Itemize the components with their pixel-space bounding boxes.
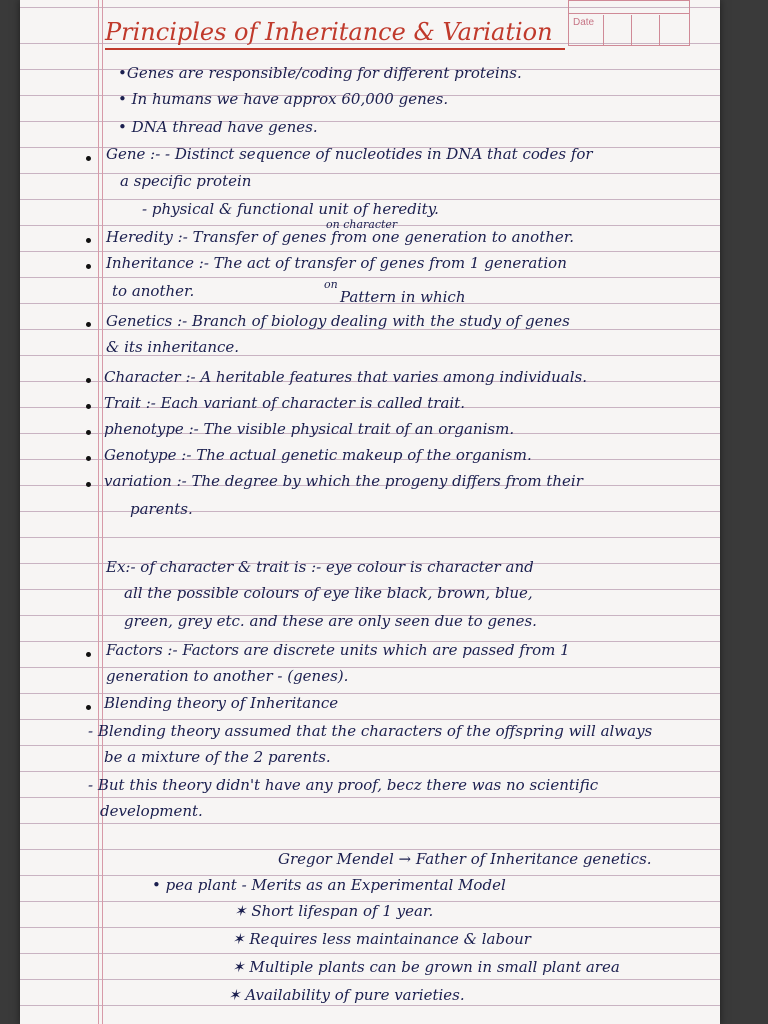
note-annotation: on	[324, 278, 338, 291]
note-line: ✶ Short lifespan of 1 year.	[234, 902, 434, 920]
date-box-divider	[569, 13, 689, 14]
note-line: ✶ Availability of pure varieties.	[228, 986, 465, 1004]
date-cell-divider	[631, 15, 632, 45]
bullet-dot	[86, 378, 91, 383]
note-line: ✶ Multiple plants can be grown in small plant area	[232, 958, 620, 976]
note-line: Factors :- Factors are discrete units which are passed from 1	[106, 641, 570, 659]
bullet-dot	[86, 238, 91, 243]
note-line: Genetics :- Branch of biology dealing with the study of genes	[106, 312, 570, 330]
note-line: be a mixture of the 2 parents.	[104, 748, 331, 766]
note-line: • pea plant - Merits as an Experimental Model	[152, 876, 506, 894]
date-cell-divider	[603, 15, 604, 45]
note-line: Gregor Mendel → Father of Inheritance genetics.	[278, 850, 652, 868]
note-line: Trait :- Each variant of character is called trait.	[104, 394, 466, 412]
note-line: - Blending theory assumed that the characters of the offspring will always	[88, 722, 653, 740]
note-line: & its inheritance.	[106, 338, 240, 356]
note-line: Genotype :- The actual genetic makeup of the organism.	[104, 446, 532, 464]
note-line: variation :- The degree by which the progeny differs from their	[104, 472, 583, 490]
margin-line	[98, 0, 99, 1024]
note-line: development.	[100, 802, 203, 820]
note-line: Character :- A heritable features that varies among individuals.	[104, 368, 588, 386]
note-annotation: on character	[326, 218, 398, 231]
note-line: phenotype :- The visible physical trait of an organism.	[104, 420, 515, 438]
margin-line	[102, 0, 103, 1024]
date-box	[568, 0, 690, 46]
note-line: ✶ Requires less maintainance & labour	[232, 930, 531, 948]
bullet-dot	[86, 456, 91, 461]
date-cell-divider	[659, 15, 660, 45]
note-line: - But this theory didn't have any proof, becz there was no scientific	[88, 776, 599, 794]
note-line: • In humans we have approx 60,000 genes.	[118, 90, 449, 108]
bullet-dot	[86, 404, 91, 409]
note-line: Gene :- - Distinct sequence of nucleotides in DNA that codes for	[106, 145, 593, 163]
bullet-dot	[86, 482, 91, 487]
note-line: Heredity :- Transfer of genes from one generation to another.	[106, 228, 575, 246]
note-line: Inheritance :- The act of transfer of genes from 1 generation	[106, 254, 567, 272]
date-label: Date	[573, 17, 595, 28]
note-line: generation to another - (genes).	[106, 667, 349, 685]
note-line: parents.	[130, 500, 193, 518]
note-line: to another.	[112, 282, 195, 300]
title-underline	[105, 48, 565, 50]
bullet-dot	[86, 322, 91, 327]
bullet-dot	[86, 430, 91, 435]
notebook-page	[20, 0, 720, 1024]
note-line: •Genes are responsible/coding for different proteins.	[118, 64, 522, 82]
bullet-dot	[86, 652, 91, 657]
note-line: Blending theory of Inheritance	[104, 694, 339, 712]
note-annotation: Pattern in which	[340, 288, 466, 306]
note-line: Ex:- of character & trait is :- eye colour is character and	[106, 558, 534, 576]
page-title: Principles of Inheritance & Variation	[105, 18, 553, 46]
note-line: all the possible colours of eye like black, brown, blue,	[124, 584, 533, 602]
note-line: green, grey etc. and these are only seen due to genes.	[124, 612, 537, 630]
note-line: a specific protein	[120, 172, 252, 190]
note-line: - physical & functional unit of heredity.	[142, 200, 439, 218]
bullet-dot	[86, 156, 91, 161]
bullet-dot	[86, 264, 91, 269]
note-line: • DNA thread have genes.	[118, 118, 318, 136]
bullet-dot	[86, 705, 91, 710]
